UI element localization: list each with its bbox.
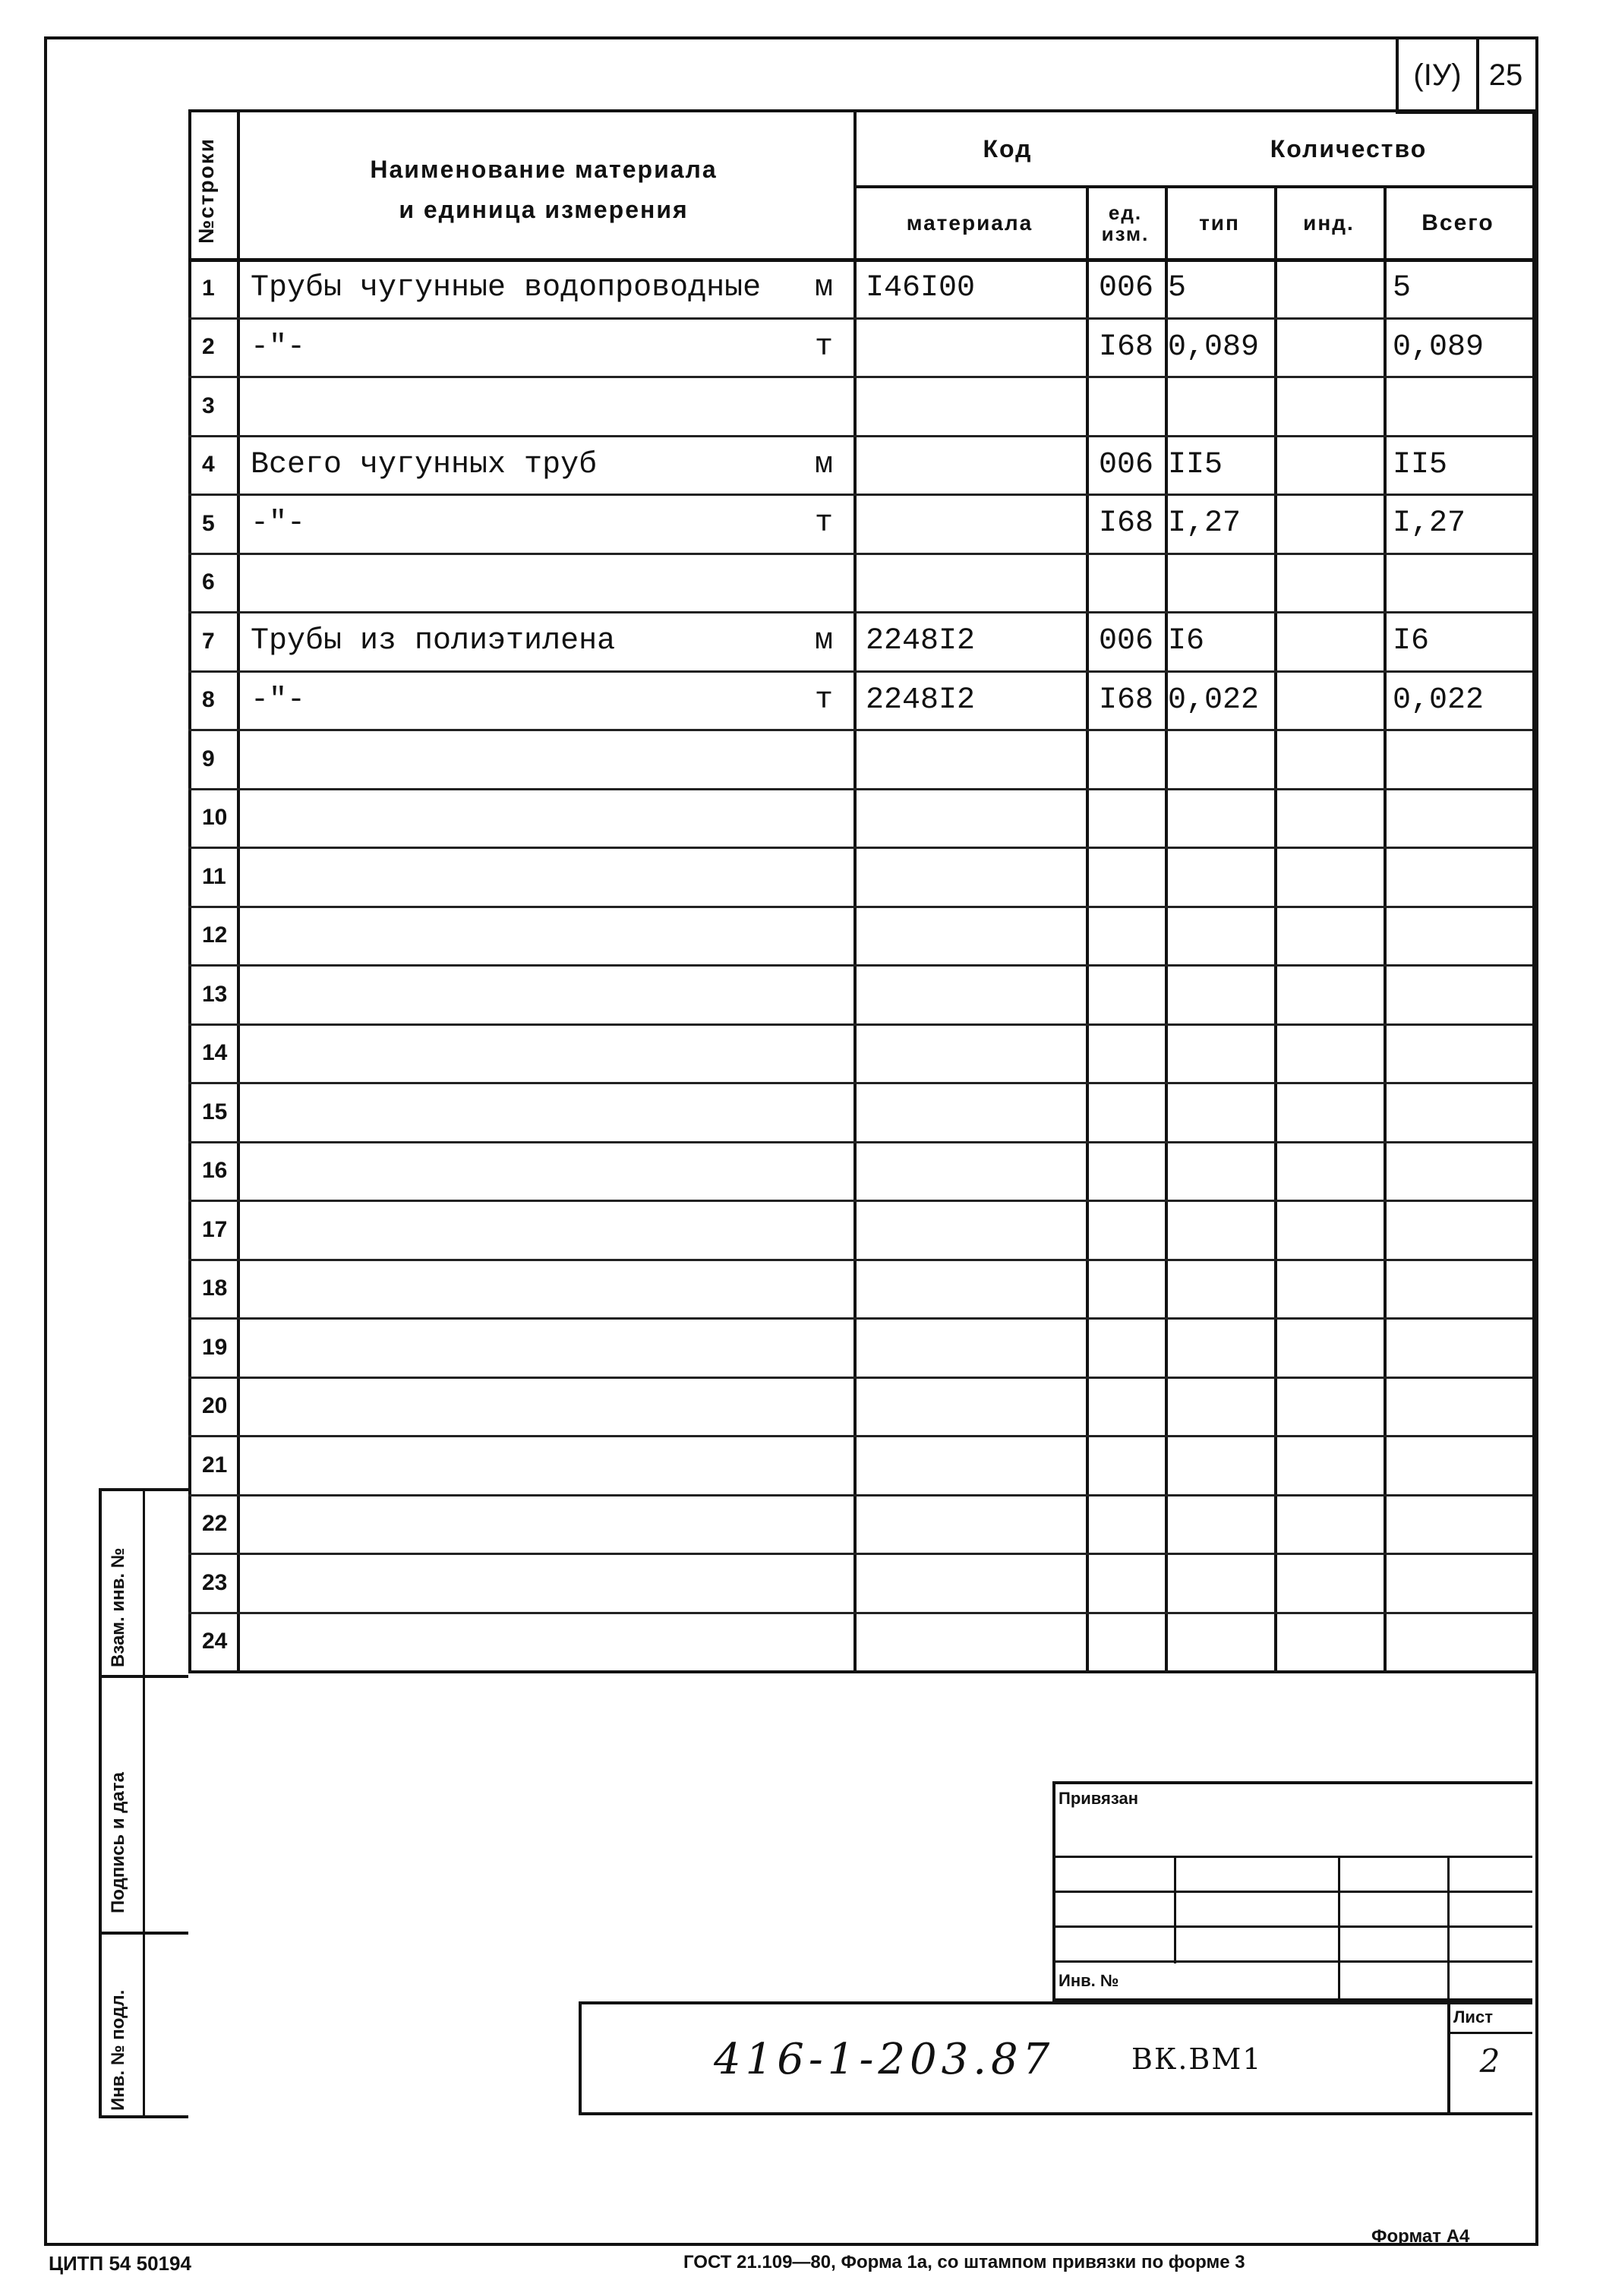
material-unit-letter: [805, 909, 843, 964]
qty-type: [1168, 1085, 1273, 1140]
row-number: 5: [202, 510, 215, 536]
qty-total: 0,089: [1393, 330, 1485, 364]
qty-ind: [1277, 556, 1382, 610]
qty-ind: [1277, 850, 1382, 904]
qty-total: [1393, 1615, 1529, 1670]
qty-type: [1168, 379, 1273, 434]
qty-ind: [1277, 967, 1382, 1022]
row-number: 4: [202, 452, 215, 478]
table-row-line: [188, 611, 1532, 613]
unit-code: [1089, 1085, 1163, 1140]
material-unit-letter: [805, 791, 843, 846]
qty-total: [1393, 1085, 1529, 1140]
side-label-podpis: Подпись и дата: [108, 1772, 128, 1913]
material-name: [251, 850, 812, 904]
material-code: [866, 732, 1083, 787]
qty-type: [1168, 791, 1273, 846]
table-row-line: [188, 729, 1532, 731]
qty-total: [1393, 1380, 1529, 1434]
material-unit-letter: [805, 1380, 843, 1434]
material-code: [866, 1556, 1083, 1610]
row-number: 1: [202, 275, 215, 301]
qty-total: [1393, 1027, 1529, 1081]
qty-type: [1168, 1320, 1273, 1375]
material-unit-letter: [805, 1085, 843, 1140]
table-col-line-7: [1532, 109, 1535, 1673]
table-row-line: [188, 1141, 1532, 1143]
row-number: 3: [202, 393, 215, 418]
stamp-line-3: [1052, 1925, 1532, 1928]
table-row-line: [188, 1553, 1532, 1555]
table-row-line: [188, 1612, 1532, 1614]
material-unit-letter: [805, 732, 843, 787]
table-row-line: [188, 494, 1532, 496]
row-number: 12: [202, 922, 228, 948]
qty-type: II5: [1168, 447, 1223, 482]
table-row-line: [188, 906, 1532, 908]
material-code: [866, 967, 1083, 1022]
qty-ind: [1277, 379, 1382, 434]
unit-code: [1089, 1144, 1163, 1199]
qty-total: [1393, 1438, 1529, 1493]
unit-code: [1089, 1438, 1163, 1493]
header-type: тип: [1199, 211, 1240, 235]
row-number: 20: [202, 1393, 228, 1419]
header-unit-line1: ед.: [1108, 201, 1143, 224]
header-unit-line2: изм.: [1101, 222, 1150, 245]
unit-code: I68: [1098, 330, 1153, 364]
header-row-no: №строки: [194, 137, 218, 244]
header-material: материала: [906, 211, 1033, 235]
qty-total: [1393, 732, 1529, 787]
unit-code: [1089, 379, 1163, 434]
qty-ind: [1277, 732, 1382, 787]
material-name: [251, 1203, 812, 1257]
row-number: 8: [202, 687, 215, 713]
unit-code: I68: [1098, 683, 1153, 718]
material-name: [251, 1615, 812, 1670]
material-unit-letter: т: [814, 683, 833, 718]
unit-code: [1089, 1497, 1163, 1552]
material-code: [866, 379, 1083, 434]
qty-type: [1168, 909, 1273, 964]
material-name: -"-: [251, 506, 306, 541]
material-name: [251, 967, 812, 1022]
unit-code: [1089, 1380, 1163, 1434]
qty-type: I,27: [1168, 506, 1242, 541]
table-row-line: [188, 1317, 1532, 1320]
material-name: [251, 1497, 812, 1552]
material-unit-letter: [805, 1320, 843, 1375]
material-code: [866, 909, 1083, 964]
qty-total: I6: [1393, 624, 1430, 659]
doc-code: 416-1-203.87: [714, 2035, 1055, 2084]
side-inner-line: [143, 1488, 145, 2118]
material-unit-letter: [805, 1203, 843, 1257]
qty-type: I6: [1168, 624, 1205, 659]
format-label: Формат А4: [1371, 2226, 1470, 2247]
side-label-inv-podl: Инв. № подл.: [108, 1989, 128, 2111]
row-number: 2: [202, 334, 215, 360]
material-code: [866, 850, 1083, 904]
material-name: [251, 1085, 812, 1140]
header-mid-line: [853, 185, 1532, 188]
qty-ind: [1277, 320, 1382, 375]
header-quantity: Количество: [1270, 134, 1428, 162]
material-code: [866, 438, 1083, 493]
material-code: [866, 1380, 1083, 1434]
qty-ind: [1277, 909, 1382, 964]
qty-type: [1168, 1497, 1273, 1552]
stamp-line-4: [1052, 1960, 1532, 1963]
qty-total: [1393, 909, 1529, 964]
privyazan-label: Привязан: [1059, 1789, 1139, 1808]
unit-code: [1089, 850, 1163, 904]
list-value: 2: [1479, 2042, 1500, 2080]
unit-code: 006: [1098, 624, 1153, 659]
qty-ind: [1277, 497, 1382, 551]
material-code: [866, 1203, 1083, 1257]
material-name: [251, 379, 812, 434]
row-number: 23: [202, 1569, 228, 1595]
material-unit-letter: [805, 967, 843, 1022]
material-code: [866, 1085, 1083, 1140]
material-unit-letter: [805, 1615, 843, 1670]
row-number: 18: [202, 1276, 228, 1301]
table-bottom-line: [188, 1670, 1532, 1673]
table-row-line: [188, 670, 1532, 673]
qty-total: 0,022: [1393, 683, 1485, 718]
qty-total: 5: [1393, 271, 1412, 306]
row-number: 19: [202, 1334, 228, 1360]
qty-type: 0,022: [1168, 683, 1260, 718]
material-name: [251, 1556, 812, 1610]
stamp-vline-2: [1338, 1856, 1340, 1998]
qty-type: [1168, 1027, 1273, 1081]
material-unit-letter: [805, 556, 843, 610]
material-code: [866, 497, 1083, 551]
qty-ind: [1277, 1556, 1382, 1610]
material-code: I46I00: [866, 271, 976, 306]
material-code: [866, 320, 1083, 375]
header-name-line2: и единица измерения: [399, 196, 689, 223]
qty-type: [1168, 1203, 1273, 1257]
qty-type: [1168, 732, 1273, 787]
material-code: [866, 1262, 1083, 1317]
qty-type: [1168, 850, 1273, 904]
stamp-vline-1: [1174, 1856, 1176, 1963]
header-name: [237, 144, 850, 235]
qty-total: [1393, 791, 1529, 846]
row-number: 10: [202, 805, 228, 831]
material-unit-letter: [805, 1144, 843, 1199]
qty-type: [1168, 1615, 1273, 1670]
qty-type: [1168, 1262, 1273, 1317]
qty-total: [1393, 1497, 1529, 1552]
qty-ind: [1277, 261, 1382, 316]
table-row-line: [188, 553, 1532, 555]
qty-ind: [1277, 614, 1382, 669]
table-col-line-1: [237, 109, 240, 1673]
unit-code: [1089, 967, 1163, 1022]
table-col-line-2: [853, 109, 857, 1673]
header-unit: [1086, 188, 1165, 258]
row-number: 22: [202, 1511, 228, 1537]
qty-total: [1393, 379, 1529, 434]
corner-mark-box: [1396, 36, 1479, 114]
qty-total: II5: [1393, 447, 1448, 482]
inv-no-label: Инв. №: [1059, 1971, 1119, 1990]
qty-type: [1168, 1144, 1273, 1199]
row-number: 17: [202, 1216, 228, 1242]
material-unit-letter: м: [814, 447, 833, 482]
table-row-line: [188, 1023, 1532, 1026]
qty-ind: [1277, 1085, 1382, 1140]
footer-left: ЦИТП 54 50194: [49, 2252, 191, 2275]
qty-ind: [1277, 791, 1382, 846]
row-number: 14: [202, 1040, 228, 1066]
material-code: [866, 1438, 1083, 1493]
material-code: [866, 1027, 1083, 1081]
material-unit-letter: [805, 1262, 843, 1317]
qty-total: [1393, 1203, 1529, 1257]
table-col-line-6: [1384, 185, 1387, 1673]
unit-code: [1089, 1615, 1163, 1670]
table-top-line: [188, 109, 1532, 112]
list-divider: [1447, 2032, 1532, 2034]
unit-code: [1089, 732, 1163, 787]
qty-ind: [1277, 1027, 1382, 1081]
qty-ind: [1277, 1438, 1382, 1493]
material-name: -"-: [251, 330, 306, 364]
qty-type: 5: [1168, 271, 1187, 306]
row-number: 9: [202, 746, 215, 771]
material-name: [251, 1320, 812, 1375]
qty-ind: [1277, 1320, 1382, 1375]
material-code: [866, 1497, 1083, 1552]
table-row-line: [188, 1082, 1532, 1084]
stamp-line-1: [1052, 1856, 1532, 1858]
page-number-box: [1476, 36, 1538, 114]
material-name: [251, 1144, 812, 1199]
material-code: 2248I2: [866, 683, 976, 718]
qty-total: [1393, 556, 1529, 610]
material-name: [251, 1380, 812, 1434]
qty-type: [1168, 556, 1273, 610]
qty-ind: [1277, 673, 1382, 728]
table-row-line: [188, 376, 1532, 378]
qty-ind: [1277, 1203, 1382, 1257]
material-name: [251, 909, 812, 964]
unit-code: [1089, 1262, 1163, 1317]
qty-ind: [1277, 1144, 1382, 1199]
unit-code: [1089, 791, 1163, 846]
unit-code: [1089, 1203, 1163, 1257]
material-code: [866, 556, 1083, 610]
header-code: Код: [983, 134, 1033, 162]
qty-total: [1393, 1144, 1529, 1199]
table-row-line: [188, 317, 1532, 320]
header-ind: инд.: [1303, 211, 1355, 235]
material-code: 2248I2: [866, 624, 976, 659]
material-unit-letter: [805, 1438, 843, 1493]
header-name-line1: Наименование материала: [370, 156, 718, 183]
unit-code: [1089, 1320, 1163, 1375]
qty-type: [1168, 1438, 1273, 1493]
material-name: Всего чугунных труб: [251, 447, 598, 482]
material-name: [251, 791, 812, 846]
material-name: [251, 1438, 812, 1493]
material-unit-letter: т: [814, 330, 833, 364]
qty-total: [1393, 967, 1529, 1022]
qty-ind: [1277, 1615, 1382, 1670]
row-number: 7: [202, 628, 215, 654]
header-total: Всего: [1421, 210, 1494, 235]
corner-mark: (IУ): [1413, 58, 1462, 92]
material-name: [251, 732, 812, 787]
stamp-line-2: [1052, 1891, 1532, 1893]
qty-total: [1393, 1320, 1529, 1375]
material-code: [866, 1320, 1083, 1375]
row-number: 24: [202, 1629, 228, 1654]
row-number: 11: [202, 863, 226, 889]
material-name: [251, 1262, 812, 1317]
qty-ind: [1277, 1380, 1382, 1434]
qty-total: [1393, 1262, 1529, 1317]
page-number: 25: [1488, 58, 1523, 92]
row-number: 16: [202, 1158, 228, 1184]
table-row-line: [188, 1259, 1532, 1261]
table-row-line: [188, 788, 1532, 790]
unit-code: I68: [1098, 506, 1153, 541]
row-number: 15: [202, 1099, 228, 1124]
qty-total: [1393, 850, 1529, 904]
footer-gost: ГОСТ 21.109—80, Форма 1а, со штампом привязки по форме 3: [683, 2252, 1245, 2272]
unit-code: [1089, 909, 1163, 964]
side-label-vzam: Взам. инв. №: [108, 1547, 128, 1667]
material-unit-letter: [805, 1497, 843, 1552]
unit-code: [1089, 556, 1163, 610]
material-unit-letter: м: [814, 271, 833, 306]
material-name: [251, 556, 812, 610]
row-number: 6: [202, 569, 215, 595]
table-row-line: [188, 1200, 1532, 1202]
qty-type: [1168, 1380, 1273, 1434]
table-row-line: [188, 435, 1532, 437]
qty-type: [1168, 1556, 1273, 1610]
row-number: 13: [202, 981, 228, 1007]
material-unit-letter: [805, 1027, 843, 1081]
table-row-line: [188, 1377, 1532, 1379]
qty-type: [1168, 967, 1273, 1022]
material-name: Трубы чугунные водопроводные: [251, 271, 762, 306]
material-unit-letter: [805, 379, 843, 434]
material-code: [866, 1144, 1083, 1199]
material-name: Трубы из полиэтилена: [251, 624, 616, 659]
stamp-vline-3: [1447, 1856, 1450, 2000]
material-unit-letter: [805, 1556, 843, 1610]
qty-total: [1393, 1556, 1529, 1610]
row-number: 21: [202, 1452, 228, 1478]
material-code: [866, 1615, 1083, 1670]
qty-ind: [1277, 1497, 1382, 1552]
material-unit-letter: [805, 850, 843, 904]
material-name: -"-: [251, 683, 306, 718]
unit-code: [1089, 1027, 1163, 1081]
qty-total: I,27: [1393, 506, 1466, 541]
doc-mark: ВК.ВМ1: [1131, 2042, 1263, 2076]
material-unit-letter: м: [814, 624, 833, 659]
material-code: [866, 791, 1083, 846]
table-row-line: [188, 1435, 1532, 1437]
list-label: Лист: [1453, 2007, 1493, 2026]
table-row-line: [188, 964, 1532, 967]
qty-ind: [1277, 1262, 1382, 1317]
table-row-line: [188, 1494, 1532, 1496]
unit-code: 006: [1098, 271, 1153, 306]
qty-ind: [1277, 438, 1382, 493]
material-name: [251, 1027, 812, 1081]
table-row-line: [188, 847, 1532, 849]
qty-type: 0,089: [1168, 330, 1260, 364]
unit-code: [1089, 1556, 1163, 1610]
material-unit-letter: т: [814, 506, 833, 541]
unit-code: 006: [1098, 447, 1153, 482]
